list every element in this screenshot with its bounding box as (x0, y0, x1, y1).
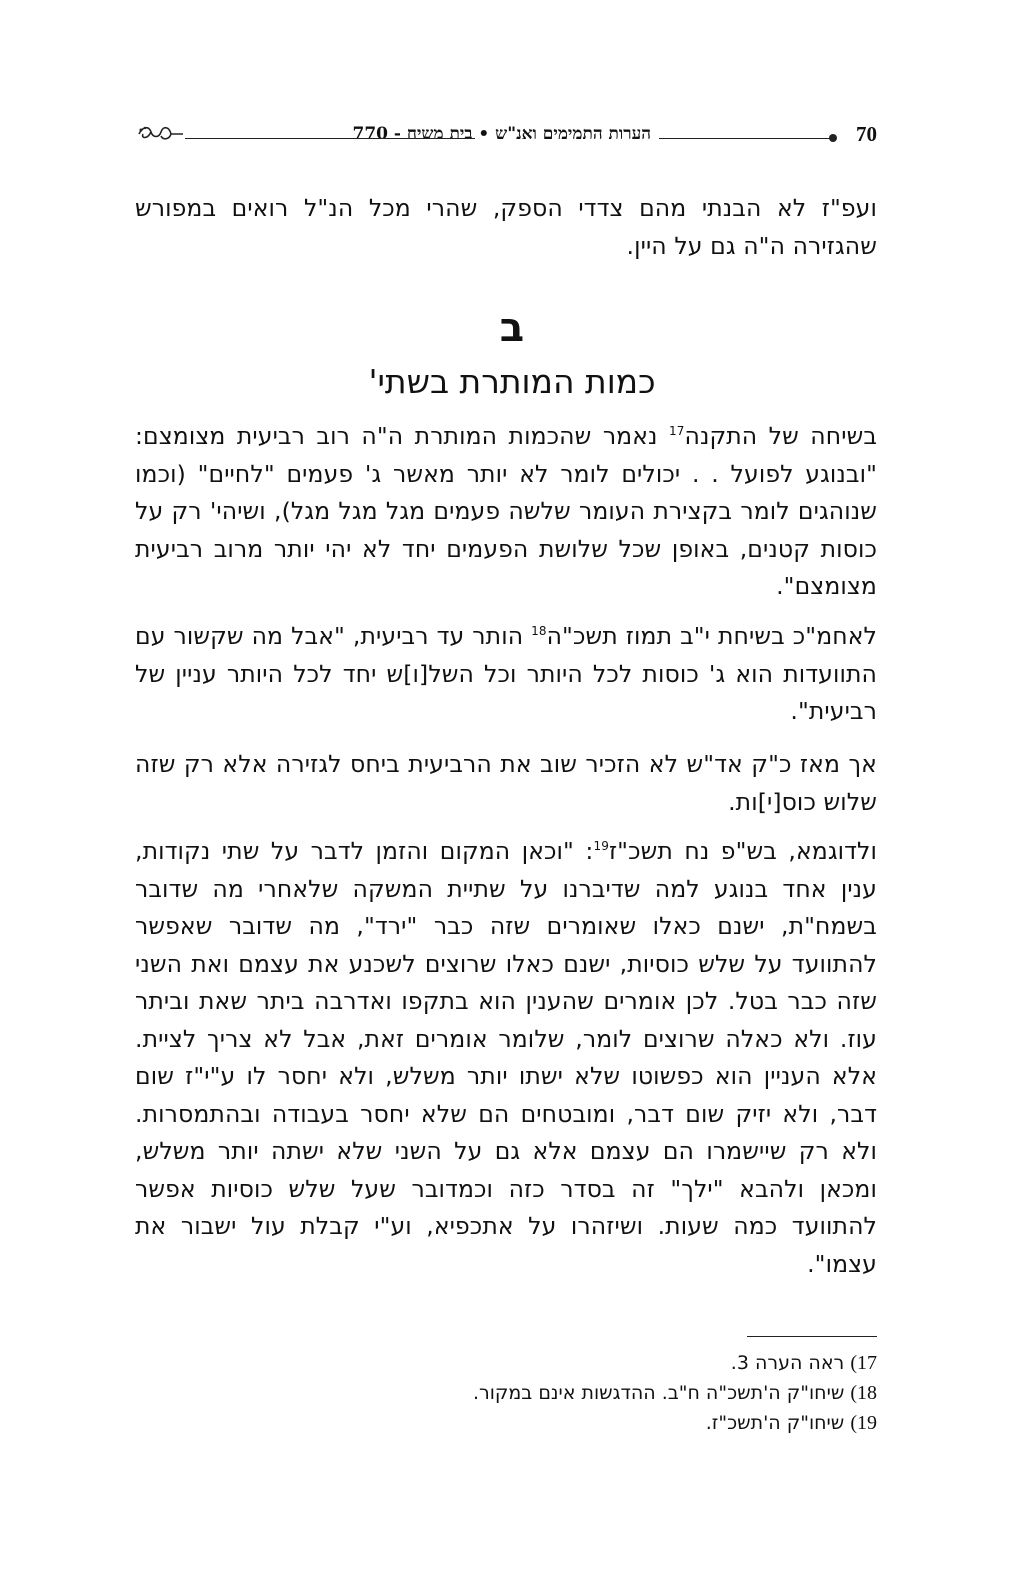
paragraph-2 (135, 618, 877, 731)
paragraph-2-text-a: לאחמ"כ בשיחת י"ב תמוז תשכ"ה (546, 622, 877, 650)
paragraph-3-text: אך מאז כ"ק אד"ש לא הזכיר שוב את הרביעית ביחס לגזירה אלא רק שזה שלוש כוס[י]ות. (135, 750, 877, 816)
paragraph-2-text-b: הותר עד רביעית, "אבל מה שקשור עם התוועדות הוא ג' כוסות לכל היותר וכל השל[ו]ש יחד לכל היותר עניין של רביעית". (135, 622, 877, 725)
footnote-ref-19: 19 (593, 839, 609, 853)
paragraph-3 (135, 746, 877, 821)
section-letter: ב (499, 305, 525, 351)
footnote-number: 17) (850, 1352, 877, 1374)
paragraph-4-text-a: ולדוגמא, בש"פ נח תשכ"ז (608, 837, 877, 865)
footnotes (177, 1348, 877, 1438)
running-header (135, 118, 877, 154)
footnote-item (177, 1348, 877, 1378)
section-title: כמות המותרת בשתי' (368, 362, 656, 401)
page-number: 70 (856, 122, 877, 146)
footnote-item (177, 1408, 877, 1438)
running-title: הערות התמימים ואנ"ש • בית משיח - 770 (352, 124, 651, 144)
footnote-text: ראה הערה 3. (730, 1352, 845, 1374)
paragraph-4 (135, 833, 877, 1283)
footnote-item (177, 1378, 877, 1408)
paragraph-1-text-a: בשיחה של התקנה (684, 422, 878, 450)
ornament-icon (135, 124, 185, 144)
footnote-number: 18) (850, 1382, 877, 1404)
paragraph-1 (135, 418, 877, 606)
footnote-ref-17: 17 (669, 424, 685, 438)
footnote-text: שיחו"ק ה'תשכ"ז. (705, 1412, 845, 1434)
header-rule-right (659, 138, 835, 139)
footnote-text: שיחו"ק ה'תשכ"ה ח"ב. ההדגשות אינם במקור. (472, 1382, 845, 1404)
paragraph-4-text-b: : "וכאן המקום והזמן לדבר על שתי נקודות, ענין אחד בנוגע למה שדיברנו על שתיית המשקה שלאחרי מה שדובר בשמח"ת, ישנם כאלו שאומרים שזה כבר "ירד", מה שדובר שאפשר להתוועד על שלש כוסיות, ישנם כאלו שרוצים לשכנע את עצמם ואת השני שזה כבר בטל. לכן אומרים שהענין הוא בתקפו ואדרבה ביתר שאת וביתר עוז. ולא כאלה שרוצים לומר, שלומר אומרים זאת, אבל לא צריך לציית. אלא העניין הוא כפשוטו שלא ישתו יותר משלש, ולא יחסר לו ע"י"ז שום דבר, ולא יזיק שום דבר, ומובטחים הם שלא יחסר בעבודה ובהתמסרות. ולא רק שיישמרו הם עצמם אלא גם על השני שלא ישתה יותר משלש, ומכאן ולהבא "ילך" זה בסדר כזה וכמדובר שעל שלש כוסיות אפשר להתוועד כמה שעות. ושיזהרו על אתכפיא, וע"י קבלת עול ישבור את עצמו". (135, 837, 877, 1278)
paragraph-1-text-b: נאמר שהכמות המותרת ה"ה רוב רביעית מצומצם: "ובנוגע לפועל . . יכולים לומר לא יותר מאשר ג' פעמים "לחיים" (וכמו שנוהגים לומר בקצירת העומר שלשה פעמים מגל מגל מגל), ושיהי' רק על כוסות קטנים, באופן שכל שלושת הפעמים יחד לא יהי יותר מרוב רביעית מצומצם". (135, 422, 877, 600)
footnote-number: 19) (850, 1412, 877, 1434)
header-rule-left (185, 138, 475, 139)
intro-paragraph (135, 190, 877, 265)
footnote-separator (747, 1336, 877, 1337)
footnote-ref-18: 18 (531, 624, 547, 638)
intro-text: ועפ"ז לא הבנתי מהם צדדי הספק, שהרי מכל הנ"ל רואים במפורש שהגזירה ה"ה גם על היין. (135, 194, 877, 260)
